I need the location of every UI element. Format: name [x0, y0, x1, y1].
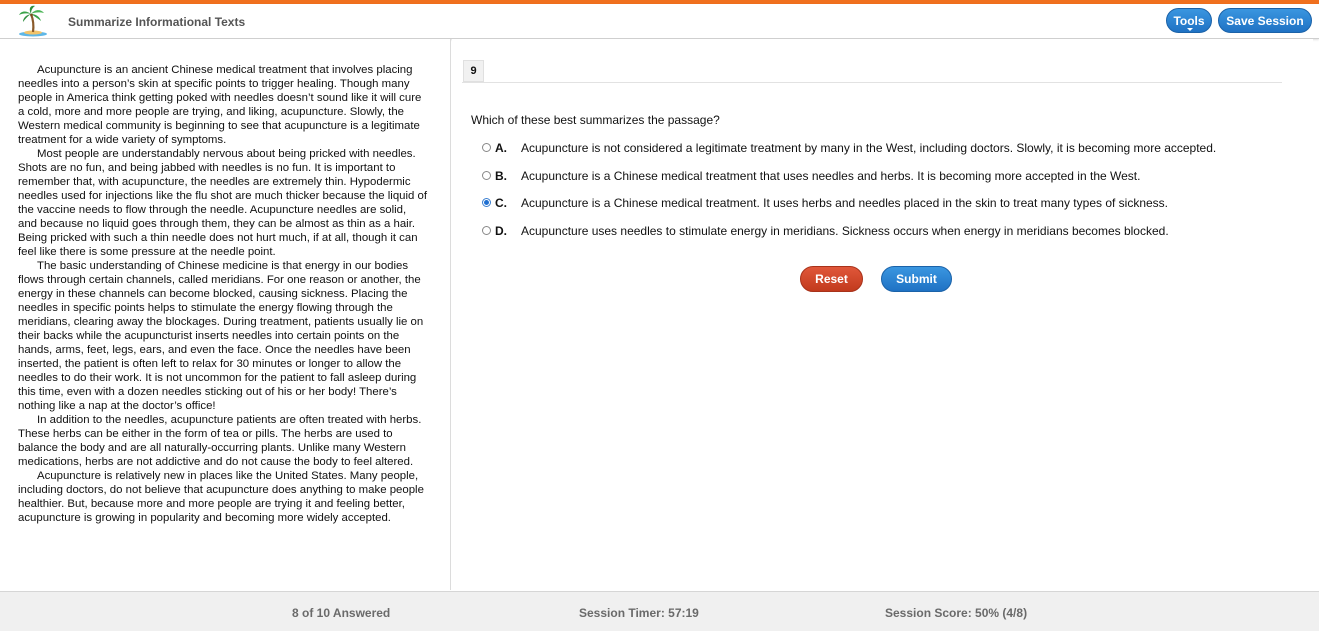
reset-button[interactable]: Reset — [800, 266, 863, 292]
chevron-down-icon — [1187, 28, 1193, 31]
tools-label: Tools — [1173, 14, 1205, 28]
passage-pane[interactable] — [0, 39, 451, 590]
tools-button[interactable] — [1166, 8, 1212, 33]
session-timer: Session Timer: 57:19 — [579, 606, 699, 620]
answer-option-d[interactable] — [481, 222, 1301, 250]
option-text: Acupuncture is a Chinese medical treatment that uses needles and herbs. It is becoming more accepted in the West. — [521, 168, 1141, 183]
status-footer — [0, 591, 1319, 631]
option-letter: C. — [495, 196, 507, 210]
radio-button[interactable] — [482, 171, 491, 180]
save-session-button[interactable]: Save Session — [1218, 8, 1312, 33]
option-letter: A. — [495, 141, 507, 155]
passage-text — [18, 63, 428, 525]
radio-button-selected[interactable] — [482, 198, 491, 207]
answered-count: 8 of 10 Answered — [292, 606, 391, 620]
answer-option-c[interactable] — [481, 194, 1301, 222]
passage-paragraph: Most people are understandably nervous about being pricked with needles. Shots are no fun, and being jabbed with needles is no fun. It is important to remember that, with acupuncture, the needles are extremely thin. Hypodermic needles used for injections like the flu shot are much thicker because the liquid of the vaccine needs to flow through the needle. Acupuncture needles are solid, and because no liquid goes through them, they can be almost as thin as a hair. Being pricked with such a thin needle does not hurt much, if at all, though it can feel like there is some pressure at the needle point. — [18, 148, 428, 258]
option-text: Acupuncture uses needles to stimulate energy in meridians. Sickness occurs when energy in meridians becomes blocked. — [521, 223, 1169, 238]
app-header — [0, 4, 1319, 39]
question-number: 9 — [463, 60, 484, 82]
question-pane — [452, 39, 1313, 590]
question-number-bar — [462, 60, 1282, 83]
answer-options — [481, 139, 1301, 249]
passage-paragraph: In addition to the needles, acupuncture patients are often treated with herbs. These herbs can be either in the form of tea or pills. The herbs are used to balance the body and are all naturally-occurring plants. Unlike many Western medications, herbs are not addictive and do not cause the body to feel altered. — [18, 414, 422, 468]
question-prompt: Which of these best summarizes the passage? — [471, 113, 720, 127]
answer-option-b[interactable] — [481, 167, 1301, 195]
passage-paragraph: Acupuncture is an ancient Chinese medical treatment that involves placing needles into a person’s skin at specific points to trigger healing. Though many people in America think getting poked with needles doesn’t sound like it will cure a cold, more and more people are trying, and liking, acupuncture. Slowly, the Western medical community is beginning to see that acupuncture is a legitimate treatment for a wide variety of symptoms. — [18, 64, 422, 146]
radio-button[interactable] — [482, 226, 491, 235]
passage-paragraph: Acupuncture is relatively new in places like the United States. Many people, including doctors, do not believe that acupuncture does anything to make people healthier. But, because more and more people are trying it and feeling better, acupuncture is growing in popularity and becoming more widely accepted. — [18, 470, 424, 524]
radio-button[interactable] — [482, 143, 491, 152]
passage-paragraph: The basic understanding of Chinese medicine is that energy in our bodies flows through certain channels, called meridians. For one reason or another, the energy in these channels can become blocked, causing sickness. Placing the needles in specific points helps to stimulate the energy flowing through the meridians, clearing away the blockages. During treatment, patients usually lie on their backs while the acupuncturist inserts needles into certain points on the hands, arms, feet, legs, ears, and even the face. Once the needles have been inserted, the patient is often left to relax for 30 minutes or longer to allow the needles to do their work. It is not uncommon for the patient to fall asleep during this time, even with a dozen needles sticking out of his or her body! There’s nothing like a nap at the doctor’s office! — [18, 260, 424, 412]
answer-option-a[interactable] — [481, 139, 1301, 167]
option-text: Acupuncture is a Chinese medical treatment. It uses herbs and needles placed in the skin to treat many types of sickness. — [521, 196, 1169, 210]
submit-button[interactable]: Submit — [881, 266, 952, 292]
option-letter: D. — [495, 223, 507, 238]
palm-tree-icon — [16, 5, 50, 37]
session-score: Session Score: 50% (4/8) — [885, 606, 1028, 620]
option-letter: B. — [495, 168, 507, 183]
option-text: Acupuncture is not considered a legitimate treatment by many in the West, including doctors. Slowly, it is becoming more accepted. — [521, 141, 1217, 155]
app-title: Summarize Informational Texts — [68, 15, 246, 29]
